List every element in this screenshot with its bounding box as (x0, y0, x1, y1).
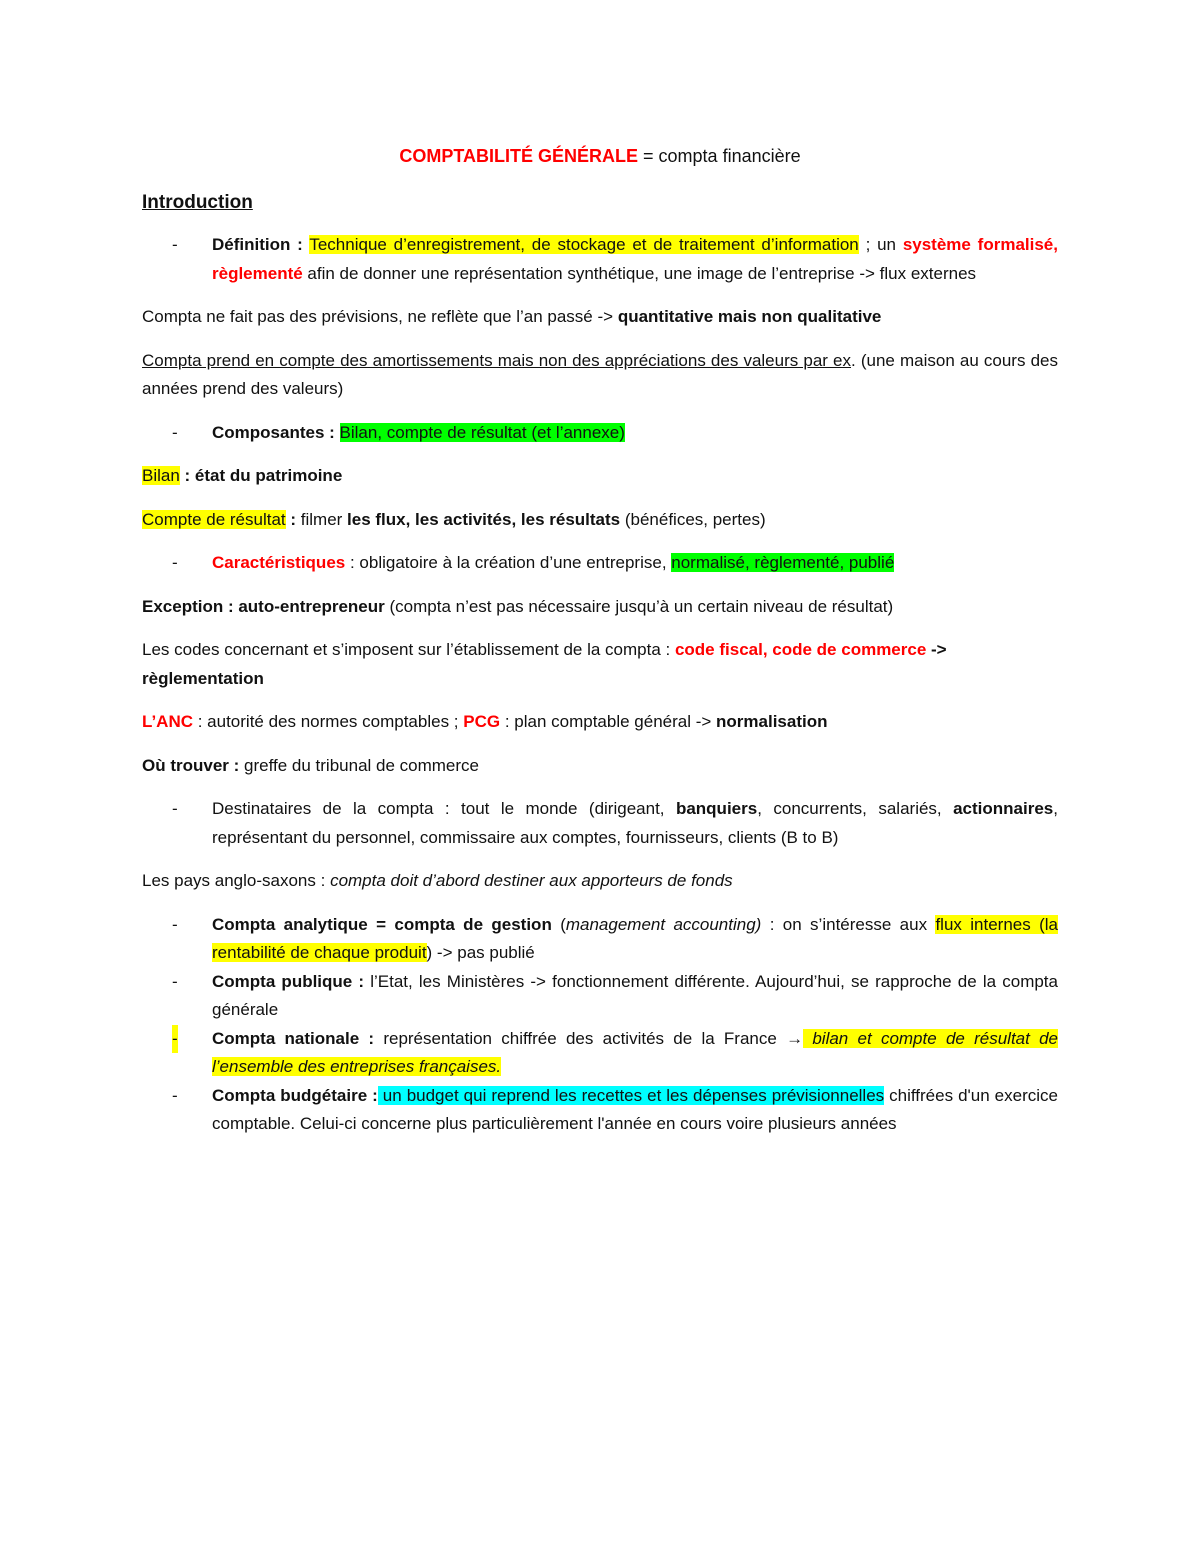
highlight-compta-nationale: bilan et compte de résultat de l’ensemble des entreprises françaises. (212, 1028, 1059, 1076)
highlight-bilan: Bilan (142, 466, 180, 485)
highlight-caracteristiques: normalisé, règlementé, publié (671, 553, 895, 572)
arrow-right-icon: → (786, 1028, 804, 1048)
bullet-dash: - (172, 799, 178, 818)
paragraph-compte-resultat: Compte de résultat : filmer les flux, les activités, les résultats (bénéfices, pertes) (142, 509, 766, 529)
list-item-compta-analytique: - Compta analytique = compta de gestion (management accounting) : on s’intéresse aux flux internes (la rentabilité de chaque produit) -> pas publié (142, 911, 1058, 968)
highlight-compta-budgetaire: un budget qui reprend les recettes et les dépenses prévisionnelles (377, 1085, 885, 1105)
composantes-list (142, 419, 1058, 448)
bullet-dash: - (172, 914, 178, 934)
bullet-dash: - (172, 971, 178, 991)
highlight-flux-internes: flux internes (la rentabilité de chaque produit (212, 914, 1059, 962)
document-body (142, 142, 1058, 1154)
section-heading-introduction: Introduction (142, 191, 253, 213)
definition-list (142, 231, 1058, 288)
list-item-destinataires: - Destinataires de la compta : tout le monde (dirigeant, banquiers, concurrents, salariés, actionnaires, représentant du personnel, commissaire aux comptes, fournisseurs, clients (B to B) (142, 795, 1058, 852)
list-item-compta-budgetaire: - Compta budgétaire : un budget qui reprend les recettes et les dépenses prévisionnelles chiffrées d'un exercice comptable. Celui-ci concerne plus particulièrement l'année en cours voire plusieurs années (142, 1082, 1058, 1139)
list-item-compta-publique: - Compta publique : l’Etat, les Ministères -> fonctionnement différente. Aujourd’hui, se rapproche de la compta générale (142, 968, 1058, 1025)
destinataires-list (142, 795, 1058, 852)
bullet-dash: - (172, 1025, 178, 1054)
list-item-definition: - Définition : Technique d’enregistrement, de stockage et de traitement d’information ; un système formalisé, règlementé afin de donner une représentation synthétique, une image de l’entreprise -> flux externes (142, 231, 1058, 288)
title-main: COMPTABILITÉ GÉNÉRALE (399, 146, 639, 166)
paragraph-anglo-saxons: Les pays anglo-saxons : compta doit d’abord destiner aux apporteurs de fonds (142, 871, 733, 890)
bullet-dash: - (172, 422, 178, 442)
paragraph-exception: Exception : auto-entrepreneur (compta n’est pas nécessaire jusqu’à un certain niveau de résultat) (142, 596, 894, 616)
paragraph-codes: Les codes concernant et s’imposent sur l’établissement de la compta : code fiscal, code de commerce -> règlementation (142, 640, 947, 688)
list-item-composantes: - Composantes : Bilan, compte de résultat (et l’annexe) (142, 419, 1058, 448)
bullet-dash: - (172, 1085, 178, 1105)
paragraph-ou-trouver: Où trouver : greffe du tribunal de commerce (142, 755, 479, 775)
compta-types-list (142, 911, 1058, 1139)
paragraph-anc: L’ANC : autorité des normes comptables ; PCG : plan comptable général -> normalisation (142, 712, 828, 731)
title-rest: = compta financière (638, 146, 801, 166)
bullet-dash: - (172, 553, 178, 572)
list-item-compta-nationale: - Compta nationale : représentation chiffrée des activités de la France → bilan et compte de résultat de l’ensemble des entreprises françaises. (142, 1025, 1058, 1082)
list-item-caracteristiques: - Caractéristiques : obligatoire à la création d’une entreprise, normalisé, règlementé, publié (142, 549, 1058, 578)
paragraph-amortissements: Compta prend en compte des amortissements mais non des appréciations des valeurs par ex. (une maison au cours des années prend des valeurs) (142, 350, 1058, 398)
highlight-definition: Technique d’enregistrement, de stockage et de traitement d’information (309, 235, 859, 254)
paragraph-bilan: Bilan : état du patrimoine (142, 466, 343, 485)
caracteristiques-list (142, 549, 1058, 578)
paragraph-previsions: Compta ne fait pas des prévisions, ne reflète que l’an passé -> quantitative mais non qualitative (142, 307, 882, 326)
highlight-compte-resultat: Compte de résultat (142, 509, 286, 529)
highlight-composantes: Bilan, compte de résultat (et l’annexe) (339, 422, 625, 442)
bullet-dash: - (172, 235, 178, 254)
document-title (142, 142, 1058, 171)
